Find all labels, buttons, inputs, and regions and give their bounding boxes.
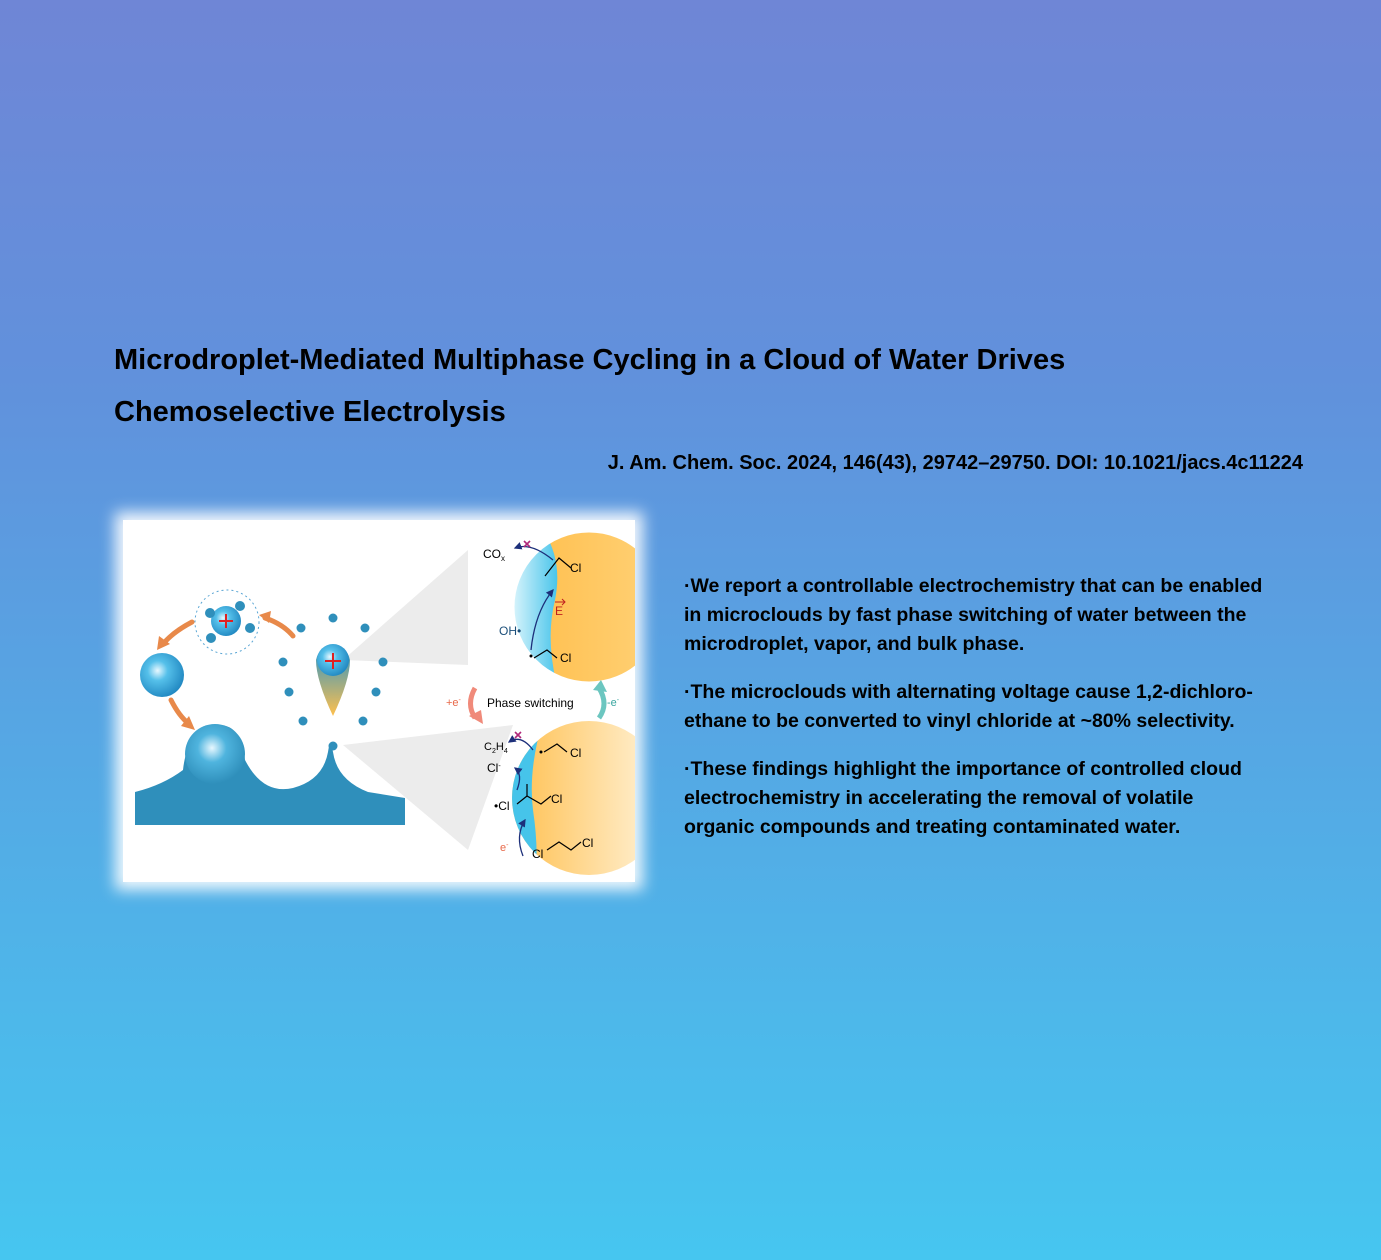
droplet-phase-zoom (511, 720, 635, 880)
label-phase-switching: Phase switching (487, 696, 574, 710)
projection-cone-top (343, 550, 468, 665)
label-cl-right-bottom: Cl (582, 836, 594, 850)
label-oh-radical: OH• (499, 624, 522, 638)
label-c2h4: $C_2H_4$ (484, 741, 508, 755)
radical-dot (530, 655, 533, 658)
highlight-item: ·The microclouds with alternating voltage cause 1,2-dichloro- ethane to be converted to vinyl chloride at ~80% selectivity. (684, 681, 1253, 732)
blocked-x-icon (515, 732, 521, 738)
label-cl-chain: Cl (551, 792, 563, 806)
label-cl-top: Cl (570, 561, 582, 575)
bulk-water (135, 725, 405, 825)
mechanism-diagram (123, 520, 635, 882)
label-radical-cl: •Cl (494, 799, 510, 813)
arrow-to-ethylene (509, 739, 533, 750)
label-cl-anion: Cl- (487, 761, 501, 775)
vapor-phase-zoom (513, 530, 635, 690)
label-electric-field: E (555, 604, 564, 618)
rising-hump (185, 724, 245, 784)
label-plus-e: +e- (446, 697, 461, 709)
label-electron: e- (500, 842, 509, 854)
highlight-item: ·We report a controllable electrochemistry that can be enabled in microclouds by fast phase switching of water between the microdroplet, vapor, and bulk phase. (684, 575, 1263, 655)
highlight-item: ·These findings highlight the importance of controlled cloud electrochemistry in accelerating the removal of volatile organic compounds and treating contaminated water. (684, 758, 1242, 838)
label-cl-left-bottom: Cl (532, 847, 544, 861)
oxidation-arrow (599, 688, 604, 718)
label-cl-radical-right: Cl (570, 746, 582, 760)
label-minus-e: -e- (607, 697, 620, 709)
toc-figure (123, 520, 635, 882)
label-cox: $CO_x$ (483, 547, 505, 563)
radical-dot (540, 751, 543, 754)
paper-citation: J. Am. Chem. Soc. 2024, 146(43), 29742–29750. DOI: 10.1021/jacs.4c11224 (607, 452, 1303, 474)
label-cl-mid: Cl (560, 651, 572, 665)
highlights-list (684, 572, 1324, 861)
microdroplet (140, 653, 184, 697)
paper-title: Microdroplet-Mediated Multiphase Cycling in a Cloud of Water Drives Chemoselective Electrolysis (114, 344, 1066, 428)
